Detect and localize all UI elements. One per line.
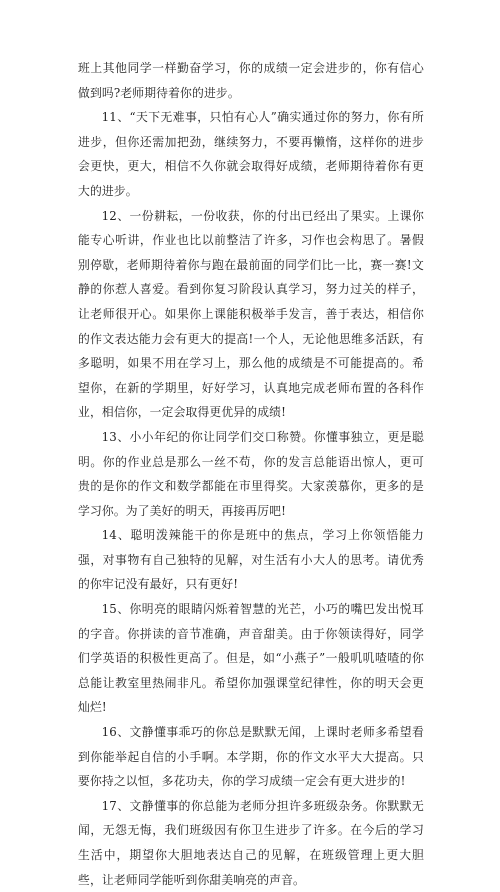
paragraph-11: 11、“天下无难事，只怕有心人”确实通过你的努力，你有所进步，但你还需加把劲，继续努力，不要再懒惰，这样你的进步会更快，更大，相信不久你就会取得好成绩，老师期待着你有更大的进步。 xyxy=(78,110,424,198)
document-body xyxy=(78,56,424,892)
paragraph-15: 15、你明亮的眼睛闪烁着智慧的光芒，小巧的嘴巴发出悦耳的字音。你拼读的音节准确，声音甜美。由于你领读得好，同学们学英语的积极性更高了。但是，如“小燕子”一般叽叽喳喳的你总能让教室里热闹非凡。希望你加强课堂纪律性，你的明天会更灿烂! xyxy=(78,602,424,715)
paragraph-17: 17、文静懂事的你总能为老师分担许多班级杂务。你默默无闻，无怨无悔，我们班级因有你卫生进步了许多。在今后的学习生活中，期望你大胆地表达自己的见解，在班级管理上更大胆些，让老师同学能听到你甜美响亮的声音。 xyxy=(78,798,424,887)
paragraph-continued: 班上其他同学一样勤奋学习，你的成绩一定会进步的，你有信心做到吗?老师期待着你的进步。 xyxy=(78,61,424,100)
paragraph-16: 16、文静懂事乖巧的你总是默默无闻，上课时老师多希望看到你能举起自信的小手啊。本学期，你的作文水平大大提高。只要你持之以恒，多花功夫，你的学习成绩一定会有更大进步的! xyxy=(78,725,424,789)
paragraph-13: 13、小小年纪的你让同学们交口称赞。你懂事独立，更是聪明。你的作业总是那么一丝不苟，你的发言总能语出惊人，更可贵的是你的作文和数学都能在市里得奖。大家羡慕你，更多的是学习你。为了美好的明天，再接再厉吧! xyxy=(78,429,424,518)
paragraph-14: 14、聪明泼辣能干的你是班中的焦点，学习上你领悟能力强，对事物有自己独特的见解，对生活有小大人的思考。请优秀的你牢记没有最好，只有更好! xyxy=(78,528,424,592)
paragraph-12: 12、一份耕耘，一份收获，你的付出已经出了果实。上课你能专心听讲，作业也比以前整洁了许多，习作也会构思了。暑假别停歇，老师期待着你与跑在最前面的同学们比一比，赛一赛!文静的你惹人喜爱。看到你复习阶段认真学习，努力过关的样子，让老师很开心。如果你上课能积极举手发言，善于表达，相信你的作文表达能力会有更大的提高!一个人，无论他思维多活跃，有多聪明，如果不用在学习上，那么他的成绩是不可能提高的。希望你，在新的学期里，好好学习，认真地完成老师布置的各科作业，相信你，一定会取得更优异的成绩! xyxy=(78,208,424,420)
